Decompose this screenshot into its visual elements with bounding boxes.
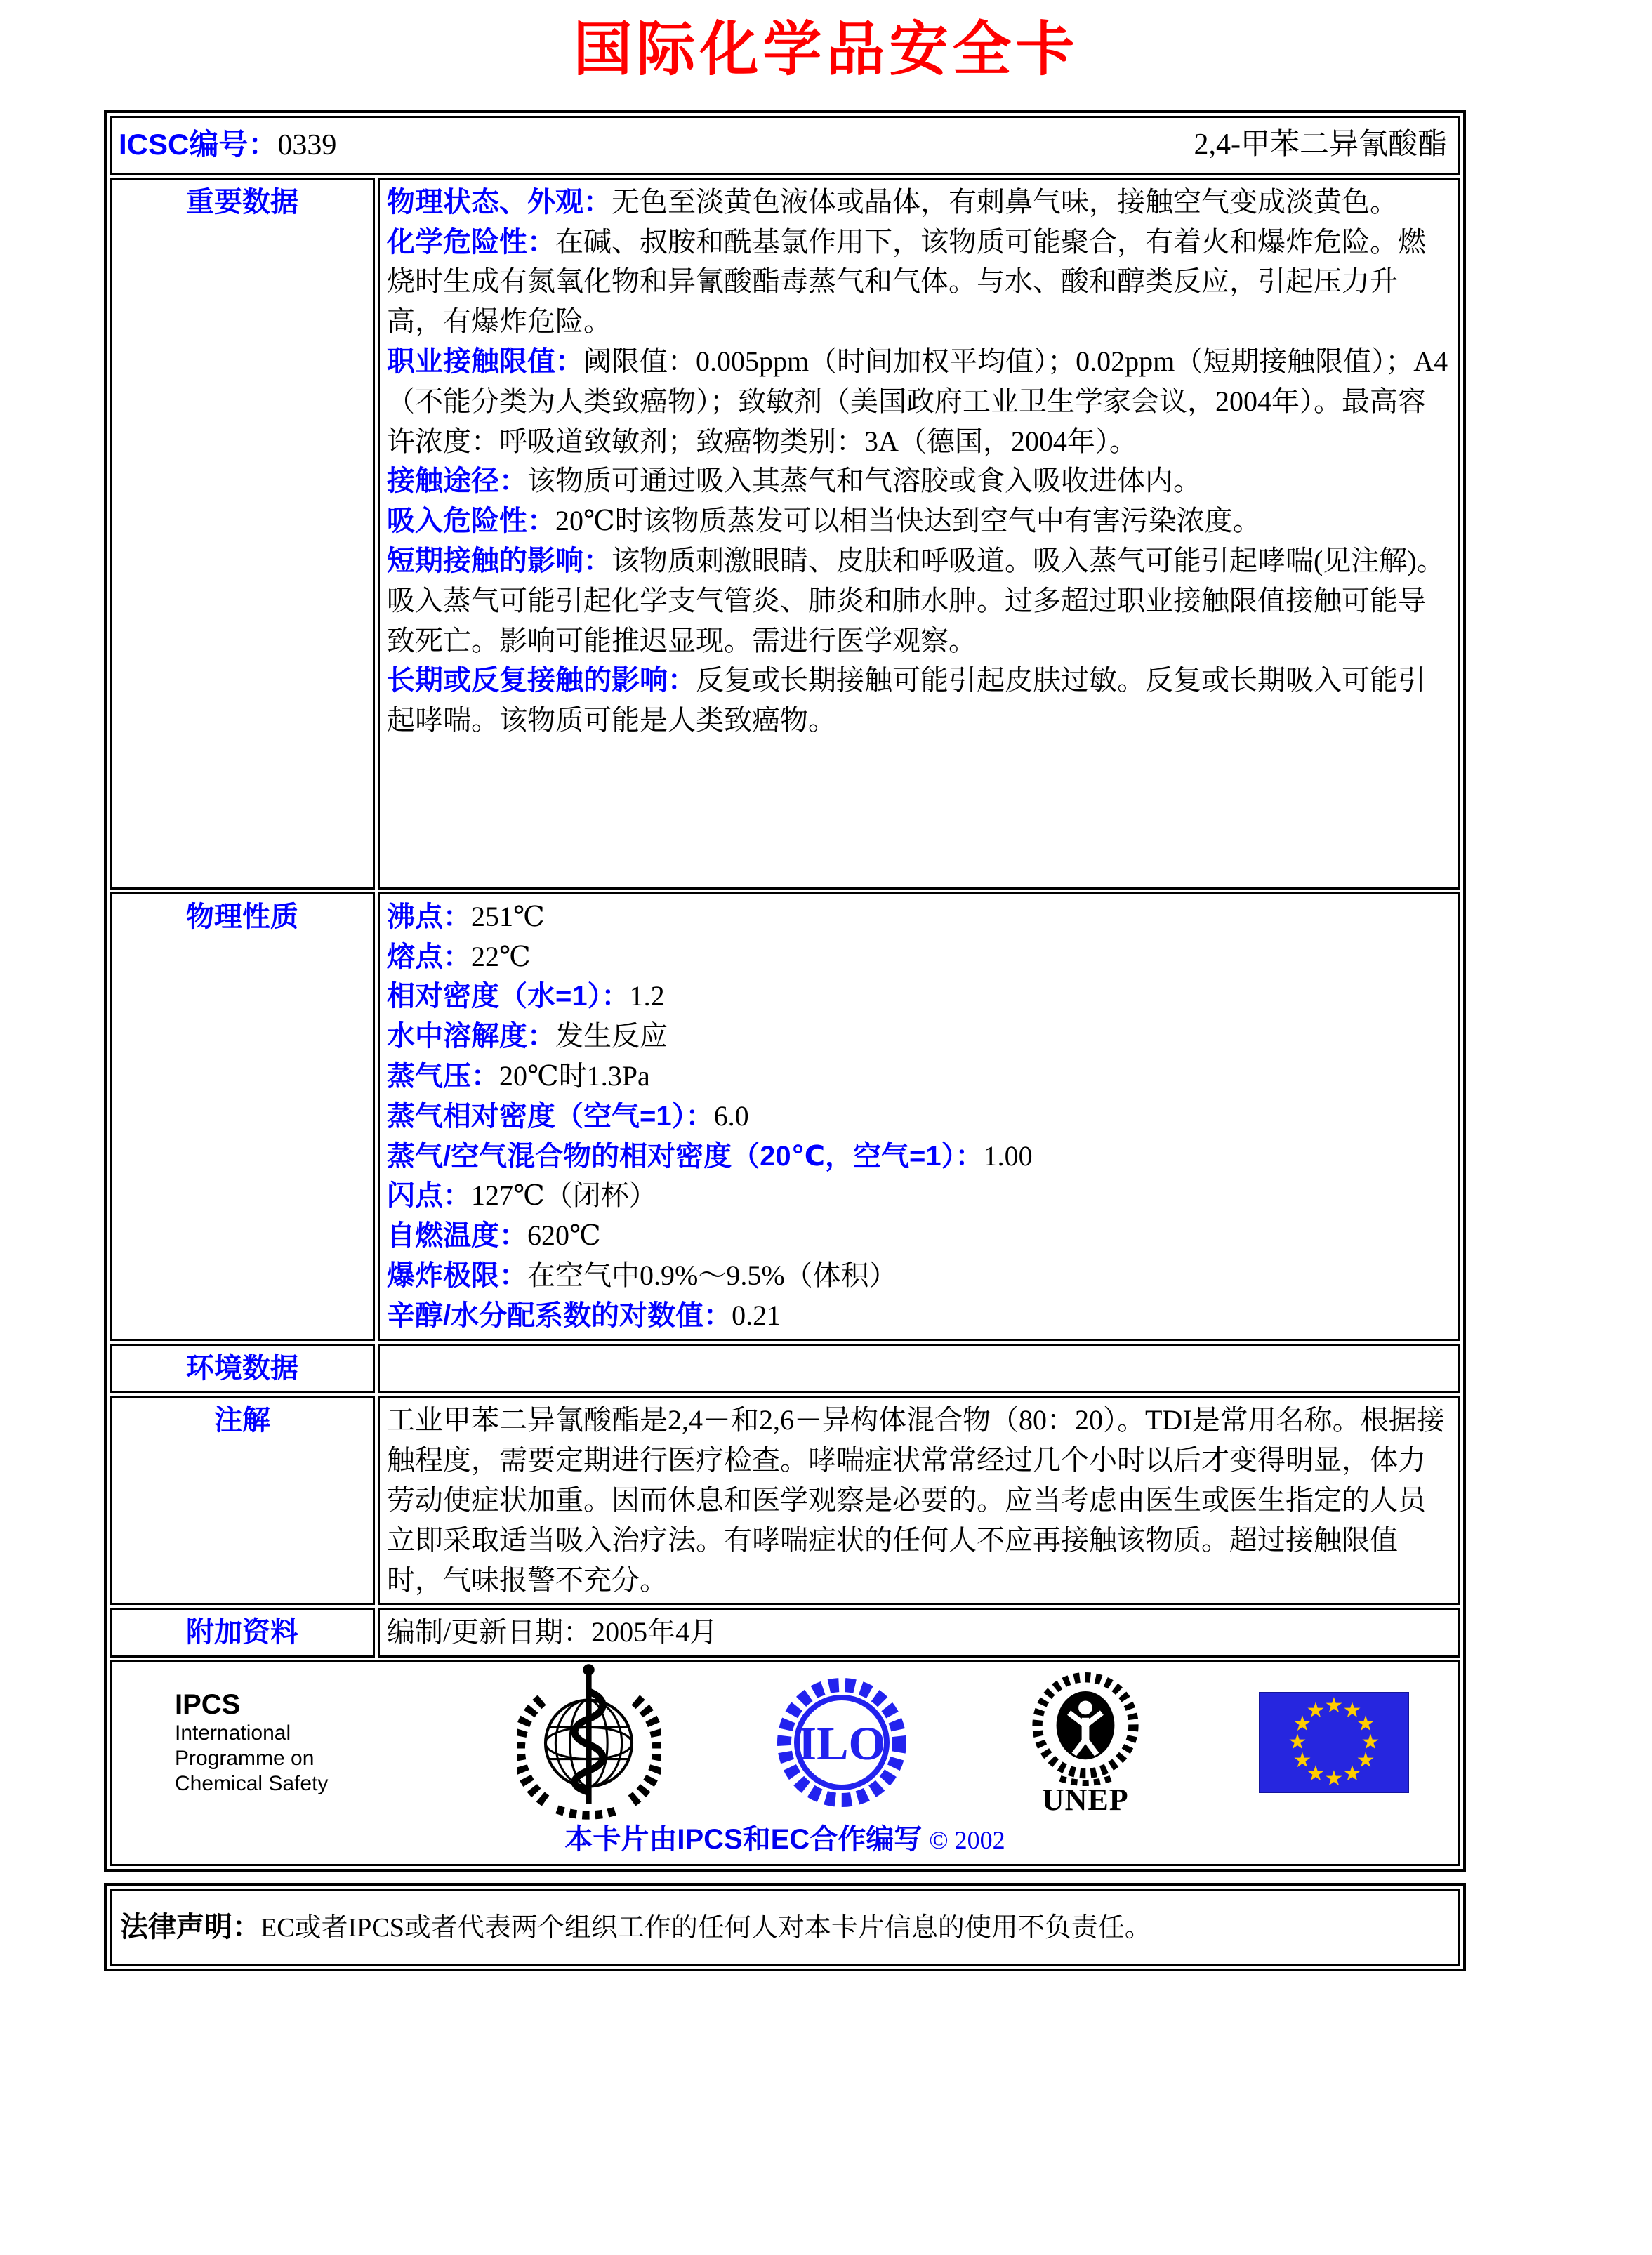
eu-star-icon: ★: [1288, 1730, 1307, 1755]
eu-star-icon: ★: [1293, 1748, 1312, 1773]
field-value: 620℃: [527, 1219, 601, 1252]
field-value: 阈限值：0.005ppm（时间加权平均值）；0.02ppm（短期接触限值）；A4（不能分类为人类致癌物）；致敏剂（美国政府工业卫生学家会议，2004年）。最高容许浓度：呼吸道致敏剂；致癌物类别：3A（德国，2004年）。: [387, 345, 1448, 457]
field-value: 无色至淡黄色液体或晶体，有刺鼻气味，接触空气变成淡黄色。: [612, 185, 1398, 218]
ipcs-line-1: International: [175, 1721, 291, 1745]
section-label-notes: 注解: [110, 1396, 375, 1605]
important-data-paragraph: [387, 183, 1451, 223]
credit-text: 本卡片由IPCS和EC合作编写: [564, 1824, 923, 1856]
unep-logo-icon: [1022, 1669, 1149, 1789]
field-value: 在碱、叔胺和酰基氯作用下，该物质可能聚合，有着火和爆炸危险。燃烧时生成有氮氧化物和异氰酸酯毒蒸气和气体。与水、酸和醇类反应，引起压力升高，有爆炸危险。: [387, 225, 1426, 338]
field-label: 长期或反复接触的影响：: [387, 665, 696, 696]
header-row: [110, 116, 1460, 175]
environmental-data-content: [378, 1344, 1460, 1394]
field-value: 1.00: [983, 1139, 1033, 1172]
important-data-paragraphs: [387, 183, 1451, 885]
physical-property-line: [387, 1137, 1451, 1177]
field-value: 20℃时1.3Pa: [499, 1059, 650, 1092]
physical-property-line: [387, 1256, 1451, 1296]
legal-notice-table: [104, 1883, 1466, 1971]
header-cell: [110, 116, 1460, 175]
ipcs-line-2: Programme on: [175, 1747, 315, 1771]
field-label: 辛醇/水分配系数的对数值：: [387, 1300, 732, 1331]
important-data-paragraph: [387, 541, 1451, 661]
unep-caption: UNEP: [1041, 1783, 1129, 1818]
field-label: 蒸气/空气混合物的相对密度（20℃，空气=1）：: [387, 1140, 984, 1172]
legal-notice-label: 法律声明：: [120, 1911, 260, 1943]
ipcs-text-block: [175, 1688, 407, 1797]
field-label: 短期接触的影响：: [387, 545, 612, 576]
ilo-letters: ILO: [798, 1717, 885, 1771]
field-label: 物理状态、外观：: [387, 186, 612, 218]
field-value: 20℃时该物质蒸发可以相当快达到空气中有害污染浓度。: [555, 505, 1261, 537]
icsc-page: [0, 14, 1652, 2255]
physical-property-line: [387, 1057, 1451, 1097]
eu-star-icon: ★: [1342, 1761, 1362, 1787]
field-value: 22℃: [471, 940, 531, 972]
field-label: 接触途径：: [387, 465, 527, 497]
field-value: 251℃: [471, 900, 545, 932]
physical-property-line: [387, 897, 1451, 937]
icsc-card-table: [104, 110, 1466, 1872]
field-value: 该物质刺激眼睛、皮肤和呼吸道。吸入蒸气可能引起哮喘(见注解)。吸入蒸气可能引起化学支气管炎、肺炎和肺水肿。过多超过职业接触限值接触可能导致死亡。影响可能推迟显现。需进行医学观察。: [387, 544, 1445, 656]
who-logo-icon: [517, 1660, 661, 1825]
copyright-text: © 2002: [929, 1826, 1005, 1855]
field-value: 该物质可通过吸入其蒸气和气溶胶或食入吸收进体内。: [527, 465, 1201, 497]
field-label: 化学危险性：: [387, 226, 555, 258]
eu-star-icon: ★: [1306, 1698, 1326, 1724]
field-label: 水中溶解度：: [387, 1021, 555, 1052]
page-title: 国际化学品安全卡: [573, 16, 1079, 82]
important-data-row: [110, 178, 1460, 890]
field-label: 职业接触限值：: [387, 345, 583, 377]
chemical-name: 2,4-甲苯二异氰酸酯: [1194, 128, 1447, 161]
field-label: 相对密度（水=1）：: [387, 981, 630, 1012]
environmental-data-row: [110, 1344, 1460, 1394]
important-data-paragraph: [387, 501, 1451, 541]
logos-cell: [110, 1660, 1460, 1866]
legal-notice-row: [110, 1889, 1460, 1966]
field-value: 发生反应: [555, 1020, 668, 1052]
physical-property-line: [387, 1296, 1451, 1336]
physical-properties-row: [110, 892, 1460, 1341]
field-value: 0.21: [732, 1299, 781, 1331]
eu-star-icon: ★: [1361, 1730, 1380, 1755]
important-data-paragraph: [387, 661, 1451, 741]
field-label: 吸入危险性：: [387, 505, 555, 537]
legal-notice-cell: [110, 1889, 1460, 1966]
field-label: 熔点：: [387, 941, 471, 972]
ilo-logo-icon: [772, 1672, 912, 1813]
physical-property-line: [387, 1017, 1451, 1057]
field-value: 127℃（闭杯）: [471, 1179, 657, 1212]
icsc-number-value: 0339: [277, 128, 337, 161]
field-label: 蒸气相对密度（空气=1）：: [387, 1100, 714, 1132]
credit-line: [112, 1820, 1458, 1860]
logos-row: [110, 1660, 1460, 1866]
section-label-physical-properties: 物理性质: [110, 892, 375, 1341]
eu-star-icon: ★: [1293, 1712, 1312, 1737]
field-value: 反复或长期接触可能引起皮肤过敏。反复或长期吸入可能引起哮喘。该物质可能是人类致癌物。: [387, 664, 1426, 736]
eu-flag-icon: [1259, 1692, 1409, 1793]
eu-star-icon: ★: [1324, 1766, 1344, 1792]
field-label: 闪点：: [387, 1180, 471, 1212]
important-data-content: [378, 178, 1460, 890]
section-label-environmental-data: 环境数据: [110, 1344, 375, 1394]
legal-notice-text: EC或者IPCS或者代表两个组织工作的任何人对本卡片信息的使用不负责任。: [260, 1912, 1151, 1943]
additional-info-content: 编制/更新日期：2005年4月: [378, 1608, 1460, 1658]
field-label: 自燃温度：: [387, 1220, 527, 1252]
important-data-paragraph: [387, 461, 1451, 501]
physical-properties-lines: [387, 897, 1451, 1336]
eu-star-icon: ★: [1306, 1761, 1326, 1787]
physical-property-line: [387, 977, 1451, 1017]
additional-info-row: [110, 1608, 1460, 1658]
section-label-important-data: 重要数据: [110, 178, 375, 890]
field-label: 爆炸极限：: [387, 1259, 527, 1291]
physical-property-line: [387, 1176, 1451, 1216]
field-value: 6.0: [713, 1099, 749, 1132]
section-label-additional-info: 附加资料: [110, 1608, 375, 1658]
eu-star-icon: ★: [1356, 1712, 1375, 1737]
field-label: 沸点：: [387, 901, 471, 932]
notes-row: [110, 1396, 1460, 1605]
icsc-number-label: ICSC编号：: [119, 127, 278, 161]
icsc-number-group: [119, 124, 336, 167]
eu-star-icon: ★: [1342, 1698, 1362, 1724]
notes-content: 工业甲苯二异氰酸酯是2,4－和2,6－异构体混合物（80：20）。TDI是常用名称。根据接触程度，需要定期进行医疗检查。哮喘症状常常经过几个小时以后才变得明显，体力劳动使症状加重。因而休息和医学观察是必要的。应当考虑由医生或医生指定的人员立即采取适当吸入治疗法。有哮喘症状的任何人不应再接触该物质。超过接触限值时，气味报警不充分。: [378, 1396, 1460, 1605]
eu-star-icon: ★: [1324, 1693, 1344, 1719]
important-data-paragraph: [387, 223, 1451, 342]
physical-property-line: [387, 937, 1451, 977]
icsc-card: [104, 110, 1466, 1971]
physical-property-line: [387, 1216, 1451, 1256]
field-value: 1.2: [629, 980, 665, 1012]
eu-star-icon: ★: [1356, 1748, 1375, 1773]
physical-properties-content: [378, 892, 1460, 1341]
unep-logo-block: [1022, 1669, 1149, 1816]
ipcs-line-3: Chemical Safety: [175, 1772, 329, 1796]
important-data-paragraph: [387, 342, 1451, 461]
field-value: 在空气中0.9%～9.5%（体积）: [527, 1259, 897, 1291]
field-label: 蒸气压：: [387, 1060, 499, 1092]
physical-property-line: [387, 1097, 1451, 1137]
ipcs-title: IPCS: [175, 1689, 241, 1721]
